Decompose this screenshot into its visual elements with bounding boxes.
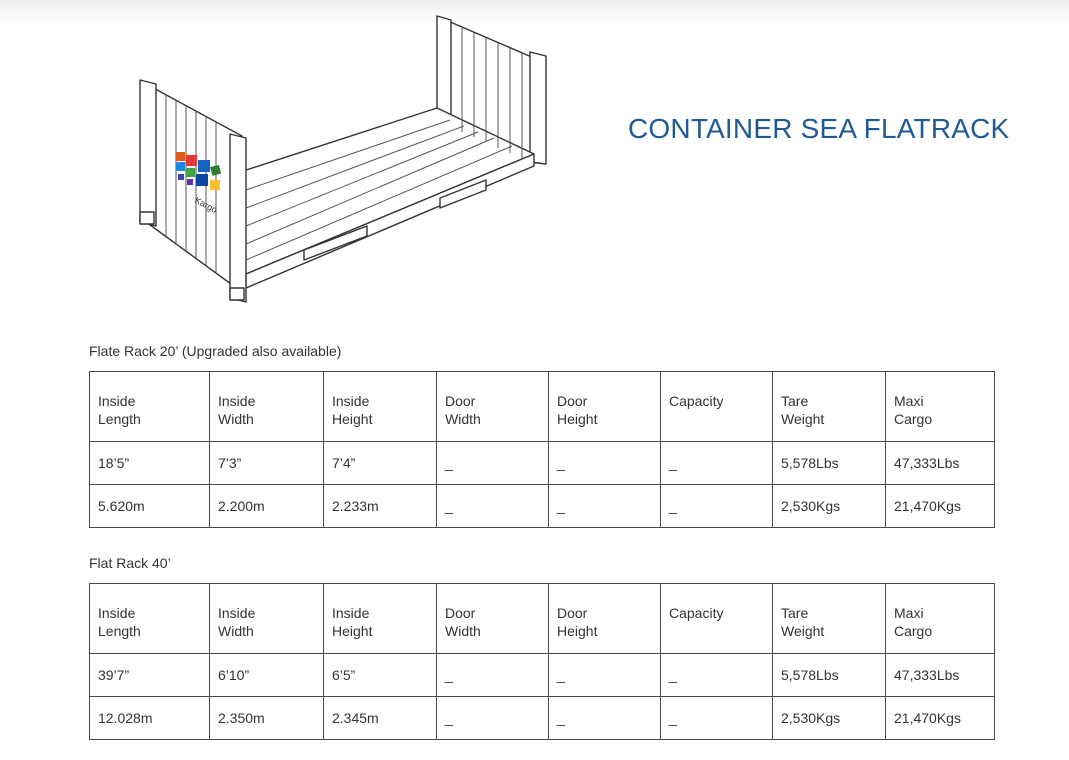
table-cell: 2.345m	[324, 697, 437, 740]
table-cell: _	[437, 485, 549, 528]
header-inside-width: Inside Width	[210, 584, 324, 654]
table-cell: _	[437, 697, 549, 740]
table-cell: 2,530Kgs	[773, 485, 886, 528]
table-cell: _	[549, 654, 661, 697]
table-cell: 39’7”	[90, 654, 210, 697]
table-cell: _	[549, 485, 661, 528]
header-inside-height: Inside Height	[324, 584, 437, 654]
flatrack-illustration	[132, 12, 552, 308]
table-cell: _	[437, 654, 549, 697]
table-cell: 21,470Kgs	[886, 697, 995, 740]
table-cell: _	[661, 442, 773, 485]
table-cell: _	[661, 697, 773, 740]
table-cell: 47,333Lbs	[886, 442, 995, 485]
table-row	[90, 485, 995, 528]
table-cell: 47,333Lbs	[886, 654, 995, 697]
header-inside-width: Inside Width	[210, 372, 324, 442]
table-header-row	[90, 372, 995, 442]
header-capacity: Capacity	[661, 372, 773, 442]
header-inside-height: Inside Height	[324, 372, 437, 442]
table-row	[90, 697, 995, 740]
table-cell: _	[549, 697, 661, 740]
table-cell: 12.028m	[90, 697, 210, 740]
table-cell: 2.350m	[210, 697, 324, 740]
table-cell: 7’4”	[324, 442, 437, 485]
table-cell: 6’10”	[210, 654, 324, 697]
table-caption-40ft: Flat Rack 40’	[89, 555, 171, 571]
page-title: CONTAINER SEA FLATRACK	[628, 113, 1010, 144]
table-row	[90, 442, 995, 485]
table-header-row	[90, 584, 995, 654]
table-cell: 7’3”	[210, 442, 324, 485]
table-cell: _	[437, 442, 549, 485]
table-cell: _	[661, 485, 773, 528]
table-cell: 18’5”	[90, 442, 210, 485]
table-row	[90, 654, 995, 697]
table-cell: 5.620m	[90, 485, 210, 528]
header-maxi-cargo: Maxi Cargo	[886, 372, 995, 442]
svg-text:Kargo: Kargo	[193, 194, 219, 216]
spec-table-40ft	[89, 583, 995, 740]
table-cell: 2.233m	[324, 485, 437, 528]
header-inside-length: Inside Length	[90, 584, 210, 654]
header-door-width: Door Width	[437, 372, 549, 442]
header-door-height: Door Height	[549, 584, 661, 654]
table-cell: 5,578Lbs	[773, 442, 886, 485]
header-door-width: Door Width	[437, 584, 549, 654]
header-tare-weight: Tare Weight	[773, 584, 886, 654]
header-inside-length: Inside Length	[90, 372, 210, 442]
table-cell: 2.200m	[210, 485, 324, 528]
table-cell: 5,578Lbs	[773, 654, 886, 697]
header-maxi-cargo: Maxi Cargo	[886, 584, 995, 654]
table-cell: _	[661, 654, 773, 697]
table-caption-20ft: Flate Rack 20’ (Upgraded also available)	[89, 343, 342, 359]
table-cell: 6’5”	[324, 654, 437, 697]
header-capacity: Capacity	[661, 584, 773, 654]
header-door-height: Door Height	[549, 372, 661, 442]
table-cell: _	[549, 442, 661, 485]
spec-table-20ft	[89, 371, 995, 528]
table-cell: 2,530Kgs	[773, 697, 886, 740]
header-tare-weight: Tare Weight	[773, 372, 886, 442]
table-cell: 21,470Kgs	[886, 485, 995, 528]
